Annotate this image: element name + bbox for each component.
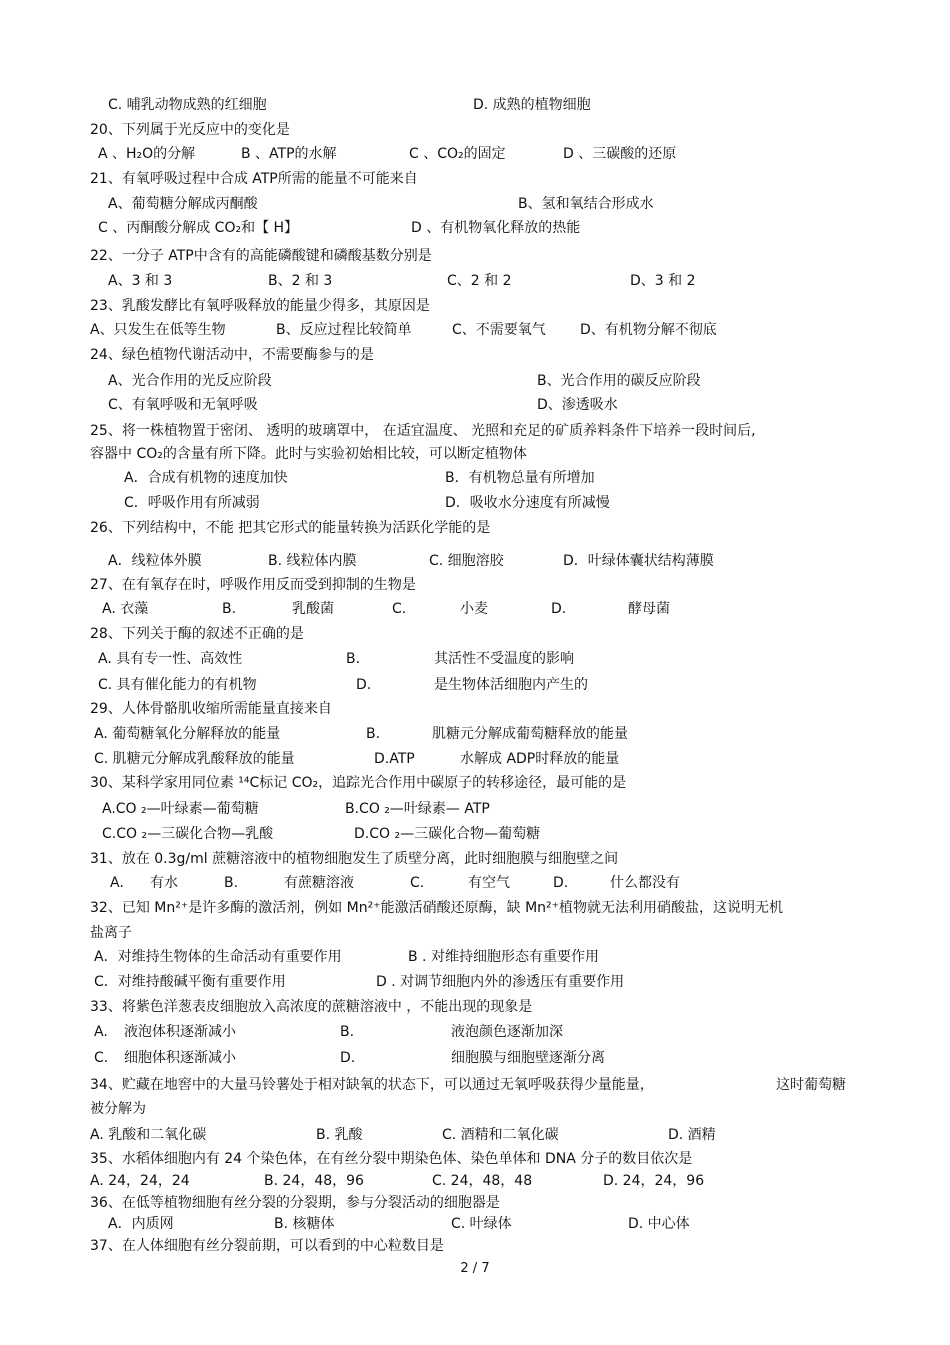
question-34-cont: 被分解为 — [90, 1101, 146, 1117]
option-a: A. 衣藻 — [102, 601, 149, 617]
option-a: A、光合作用的光反应阶段 — [108, 373, 272, 389]
option-b: B．有机物总量有所增加 — [445, 470, 595, 486]
question-32-cont: 盐离子 — [90, 925, 132, 941]
option-b: B、反应过程比较简单 — [276, 322, 412, 338]
option-c: C. 叶绿体 — [451, 1216, 512, 1232]
option-b-letter: B. — [222, 601, 237, 617]
option-c: C．对维持酸碱平衡有重要作用 — [94, 974, 286, 990]
option-c: C. 细胞溶胶 — [429, 553, 504, 569]
option-c: C. 肌糖元分解成乳酸释放的能量 — [94, 751, 295, 767]
question-35: 35、水稻体细胞内有 24 个染色体，在有丝分裂中期染色体、染色单体和 DNA 分子的数目依次是 — [90, 1151, 693, 1167]
question-24: 24、绿色植物代谢活动中，不需要酶参与的是 — [90, 347, 374, 363]
option-a: A．合成有机物的速度加快 — [124, 470, 288, 486]
option-b-letter: B. — [224, 875, 239, 891]
question-20: 20、下列属于光反应中的变化是 — [90, 122, 290, 138]
question-32: 32、已知 Mn²⁺是许多酶的激活剂，例如 Mn²⁺能激活硝酸还原酶，缺 Mn²⁺植物就无法利用硝酸盐，这说明无机 — [90, 900, 784, 916]
option-b: B.CO ₂—叶绿素— ATP — [345, 801, 490, 817]
option-a: A、葡萄糖分解成丙酮酸 — [108, 196, 258, 212]
option-c: C、不需要氧气 — [452, 322, 546, 338]
option-a: A 、H₂O的分解 — [98, 146, 196, 162]
option-b: B、氢和氧结合形成水 — [518, 196, 654, 212]
option-d: D.CO ₂—三碳化合物—葡萄糖 — [354, 826, 541, 842]
option-c: C 、丙酮酸分解成 CO₂和【 H】 — [98, 220, 299, 236]
option-d-letter: D. — [551, 601, 567, 617]
option-b: B. 24，48，96 — [264, 1173, 364, 1189]
option-c: C. 哺乳动物成熟的红细胞 — [108, 97, 267, 113]
question-25: 25、将一株植物置于密闭、 透明的玻璃罩中， 在适宜温度、 光照和充足的矿质养料条件下培养一段时间后, — [90, 423, 756, 439]
option-d: 什么都没有 — [610, 875, 680, 891]
option-d: D．叶绿体囊状结构薄膜 — [563, 553, 714, 569]
option-b: 其活性不受温度的影响 — [434, 651, 574, 667]
option-d: 酵母菌 — [628, 601, 670, 617]
option-d-letter: D.ATP — [374, 751, 415, 767]
question-27: 27、在有氧存在时，呼吸作用反而受到抑制的生物是 — [90, 577, 416, 593]
option-c-letter: C. — [392, 601, 407, 617]
option-c: 小麦 — [460, 601, 488, 617]
option-b-letter: B. — [366, 726, 381, 742]
option-d: D. 24，24，96 — [603, 1173, 705, 1189]
option-c: C、2 和 2 — [447, 273, 512, 289]
option-a: 有水 — [150, 875, 178, 891]
option-d-letter: D. — [340, 1050, 356, 1066]
option-b: B . 对维持细胞形态有重要作用 — [408, 949, 599, 965]
question-34: 34、贮藏在地窖中的大量马铃薯处于相对缺氧的状态下，可以通过无氧呼吸获得少量能量， — [90, 1077, 654, 1093]
option-d: 是生物体活细胞内产生的 — [434, 677, 588, 693]
option-d: 水解成 ADP时释放的能量 — [460, 751, 620, 767]
option-c: C. 具有催化能力的有机物 — [98, 677, 257, 693]
option-a: A．内质网 — [108, 1216, 174, 1232]
option-c: C．呼吸作用有所减弱 — [124, 495, 260, 511]
option-c-letter: C. — [94, 1050, 109, 1066]
option-b: 肌糖元分解成葡萄糖释放的能量 — [432, 726, 628, 742]
option-a: A. 24，24，24 — [90, 1173, 190, 1189]
option-a: A．对维持生物体的生命活动有重要作用 — [94, 949, 342, 965]
option-d: D 、三碳酸的还原 — [563, 146, 677, 162]
option-c-letter: C. — [410, 875, 425, 891]
option-a: A.CO ₂—叶绿素—葡萄糖 — [102, 801, 259, 817]
option-a: A．线粒体外膜 — [108, 553, 202, 569]
question-29: 29、人体骨骼肌收缩所需能量直接来自 — [90, 701, 332, 717]
option-d: D. 成熟的植物细胞 — [473, 97, 591, 113]
question-31: 31、放在 0.3g/ml 蔗糖溶液中的植物细胞发生了质壁分离，此时细胞膜与细胞壁之间 — [90, 851, 619, 867]
option-d: D. 中心体 — [628, 1216, 690, 1232]
option-b: B 、ATP的水解 — [241, 146, 337, 162]
option-b: B、2 和 3 — [268, 273, 333, 289]
option-b-letter: B. — [340, 1024, 355, 1040]
option-d: D、渗透吸水 — [537, 397, 618, 413]
option-d: D 、有机物氧化释放的热能 — [411, 220, 581, 236]
option-a: A、3 和 3 — [108, 273, 173, 289]
option-a: A、只发生在低等生物 — [90, 322, 226, 338]
option-c: C. 酒精和二氧化碳 — [442, 1127, 559, 1143]
option-b: B. 核糖体 — [274, 1216, 335, 1232]
option-c: 有空气 — [468, 875, 510, 891]
question-22: 22、一分子 ATP中含有的高能磷酸键和磷酸基数分别是 — [90, 248, 432, 264]
question-21: 21、有氧呼吸过程中合成 ATP所需的能量不可能来自 — [90, 171, 418, 187]
question-34-tail: 这时葡萄糖 — [776, 1077, 846, 1093]
option-b-letter: B. — [346, 651, 361, 667]
question-23: 23、乳酸发酵比有氧呼吸释放的能量少得多，其原因是 — [90, 298, 430, 314]
option-d: D. 酒精 — [668, 1127, 716, 1143]
option-c: C.CO ₂—三碳化合物—乳酸 — [102, 826, 274, 842]
option-d: D．吸收水分速度有所减慢 — [445, 495, 610, 511]
page-number: 2 / 7 — [460, 1261, 490, 1276]
option-a: 液泡体积逐渐减小 — [124, 1024, 236, 1040]
option-d-letter: D. — [356, 677, 372, 693]
option-d: D . 对调节细胞内外的渗透压有重要作用 — [376, 974, 625, 990]
question-26: 26、下列结构中，不能 把其它形式的能量转换为活跃化学能的是 — [90, 520, 491, 536]
option-a: A. 乳酸和二氧化碳 — [90, 1127, 207, 1143]
option-a: A. 具有专一性、高效性 — [98, 651, 243, 667]
option-a: A. 葡萄糖氧化分解释放的能量 — [94, 726, 281, 742]
option-d-letter: D. — [553, 875, 569, 891]
option-b: B. 线粒体内膜 — [268, 553, 357, 569]
option-c: C、有氧呼吸和无氧呼吸 — [108, 397, 258, 413]
option-c: 细胞体积逐渐减小 — [124, 1050, 236, 1066]
option-d: D、3 和 2 — [630, 273, 696, 289]
option-b: 液泡颜色逐渐加深 — [451, 1024, 563, 1040]
option-a-letter: A. — [94, 1024, 108, 1040]
option-c: C 、CO₂的固定 — [409, 146, 506, 162]
option-d: D、有机物分解不彻底 — [580, 322, 717, 338]
question-25-cont: 容器中 CO₂的含量有所下降。此时与实验初始相比较，可以断定植物体 — [90, 446, 527, 462]
question-28: 28、下列关于酶的叙述不正确的是 — [90, 626, 304, 642]
question-36: 36、在低等植物细胞有丝分裂的分裂期，参与分裂活动的细胞器是 — [90, 1195, 500, 1211]
question-37: 37、在人体细胞有丝分裂前期，可以看到的中心粒数目是 — [90, 1238, 444, 1254]
option-d: 细胞膜与细胞壁逐渐分离 — [451, 1050, 605, 1066]
option-b: 乳酸菌 — [292, 601, 334, 617]
question-33: 33、将紫色洋葱表皮细胞放入高浓度的蔗糖溶液中 ，不能出现的现象是 — [90, 999, 533, 1015]
question-30: 30、某科学家用同位素 ¹⁴C标记 CO₂，追踪光合作用中碳原子的转移途径，最可能的是 — [90, 775, 627, 791]
option-b: B、光合作用的碳反应阶段 — [537, 373, 701, 389]
option-b: B. 乳酸 — [316, 1127, 363, 1143]
option-a-letter: A. — [110, 875, 124, 891]
option-c: C. 24，48，48 — [432, 1173, 533, 1189]
option-b: 有蔗糖溶液 — [284, 875, 354, 891]
